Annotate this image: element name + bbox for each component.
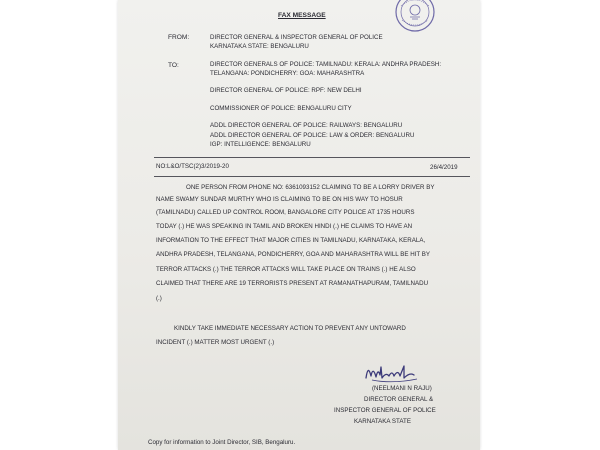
body-line: TERROR ATTACKS (.) THE TERROR ATTACKS WILL TAKE PLACE ON TRAINS (.) HE ALSO <box>156 266 416 273</box>
top-rule <box>154 157 470 158</box>
fax-document <box>118 0 480 450</box>
body-line: (.) <box>156 295 162 302</box>
to-line-1: DIRECTOR GENERALS OF POLICE: TAMILNADU: KERALA: ANDHRA PRADESH: <box>210 61 442 68</box>
to-line-2: TELANGANA: PONDICHERRY: GOA: MAHARASHTRA <box>210 70 365 77</box>
body-line: ONE PERSON FROM PHONE NO: 6361093152 CLAIMING TO BE A LORRY DRIVER BY <box>186 184 435 191</box>
fax-title: FAX MESSAGE <box>278 12 326 19</box>
body-line: INFORMATION TO THE EFFECT THAT MAJOR CITIES IN TAMILNADU, KARNATAKA, KERALA, <box>156 237 426 244</box>
to-line-6: ADDL DIRECTOR GENERAL OF POLICE: LAW & ORDER: BENGALURU <box>210 132 415 139</box>
to-line-4: COMMISSIONER OF POLICE: BENGALURU CITY <box>210 105 352 112</box>
body-line: (TAMILNADU) CALLED UP CONTROL ROOM, BANGALORE CITY POLICE AT 1735 HOURS <box>156 209 415 216</box>
body-line: ANDHRA PRADESH, TELANGANA, PONDICHERRY, GOA AND MAHARASHTRA WILL BE HIT BY <box>156 251 431 258</box>
reference-date: 26/4/2019 <box>430 164 458 171</box>
designation-line-1: DIRECTOR GENERAL & <box>364 396 434 403</box>
action-line-2: INCIDENT (.) MATTER MOST URGENT (.) <box>156 339 275 346</box>
signatory-name: (NEELMANI N RAJU) <box>372 385 432 392</box>
to-line-5: ADDL DIRECTOR GENERAL OF POLICE: RAILWAYS: BENGALURU <box>210 122 403 129</box>
copy-to-line: Copy for information to Joint Director, SIB, Bengaluru. <box>148 439 296 446</box>
from-label: FROM: <box>168 34 190 41</box>
body-line: TODAY (.) HE WAS SPEAKING IN TAMIL AND BROKEN HINDI (.) HE CLAIMS TO HAVE AN <box>156 223 413 230</box>
reference-number: NO:L&O/TSC(2)3/2019-20 <box>156 163 229 170</box>
action-line-1: KINDLY TAKE IMMEDIATE NECESSARY ACTION TO PREVENT ANY UNTOWARD <box>174 325 406 332</box>
designation-line-2: INSPECTOR GENERAL OF POLICE <box>334 407 436 414</box>
from-line-1: DIRECTOR GENERAL & INSPECTOR GENERAL OF POLICE <box>210 34 383 41</box>
designation-line-3: KARNATAKA STATE <box>354 418 411 425</box>
bottom-rule <box>154 176 470 177</box>
body-line: NAME SWAMY SUNDAR MURTHY WHO IS CLAIMING TO BE ON HIS WAY TO HOSUR <box>156 196 403 203</box>
to-line-7: IGP: INTELLIGENCE: BENGALURU <box>210 141 311 148</box>
handwritten-signature <box>362 358 426 386</box>
to-label: TO: <box>168 62 179 69</box>
official-seal-icon <box>392 0 438 38</box>
from-line-2: KARNATAKA STATE: BENGALURU <box>210 43 309 50</box>
body-line: CLAIMED THAT THERE ARE 19 TERRORISTS PRESENT AT RAMANATHAPURAM, TAMILNADU <box>156 280 429 287</box>
to-line-3: DIRECTOR GENERAL OF POLICE: RPF: NEW DELHI <box>210 87 362 94</box>
